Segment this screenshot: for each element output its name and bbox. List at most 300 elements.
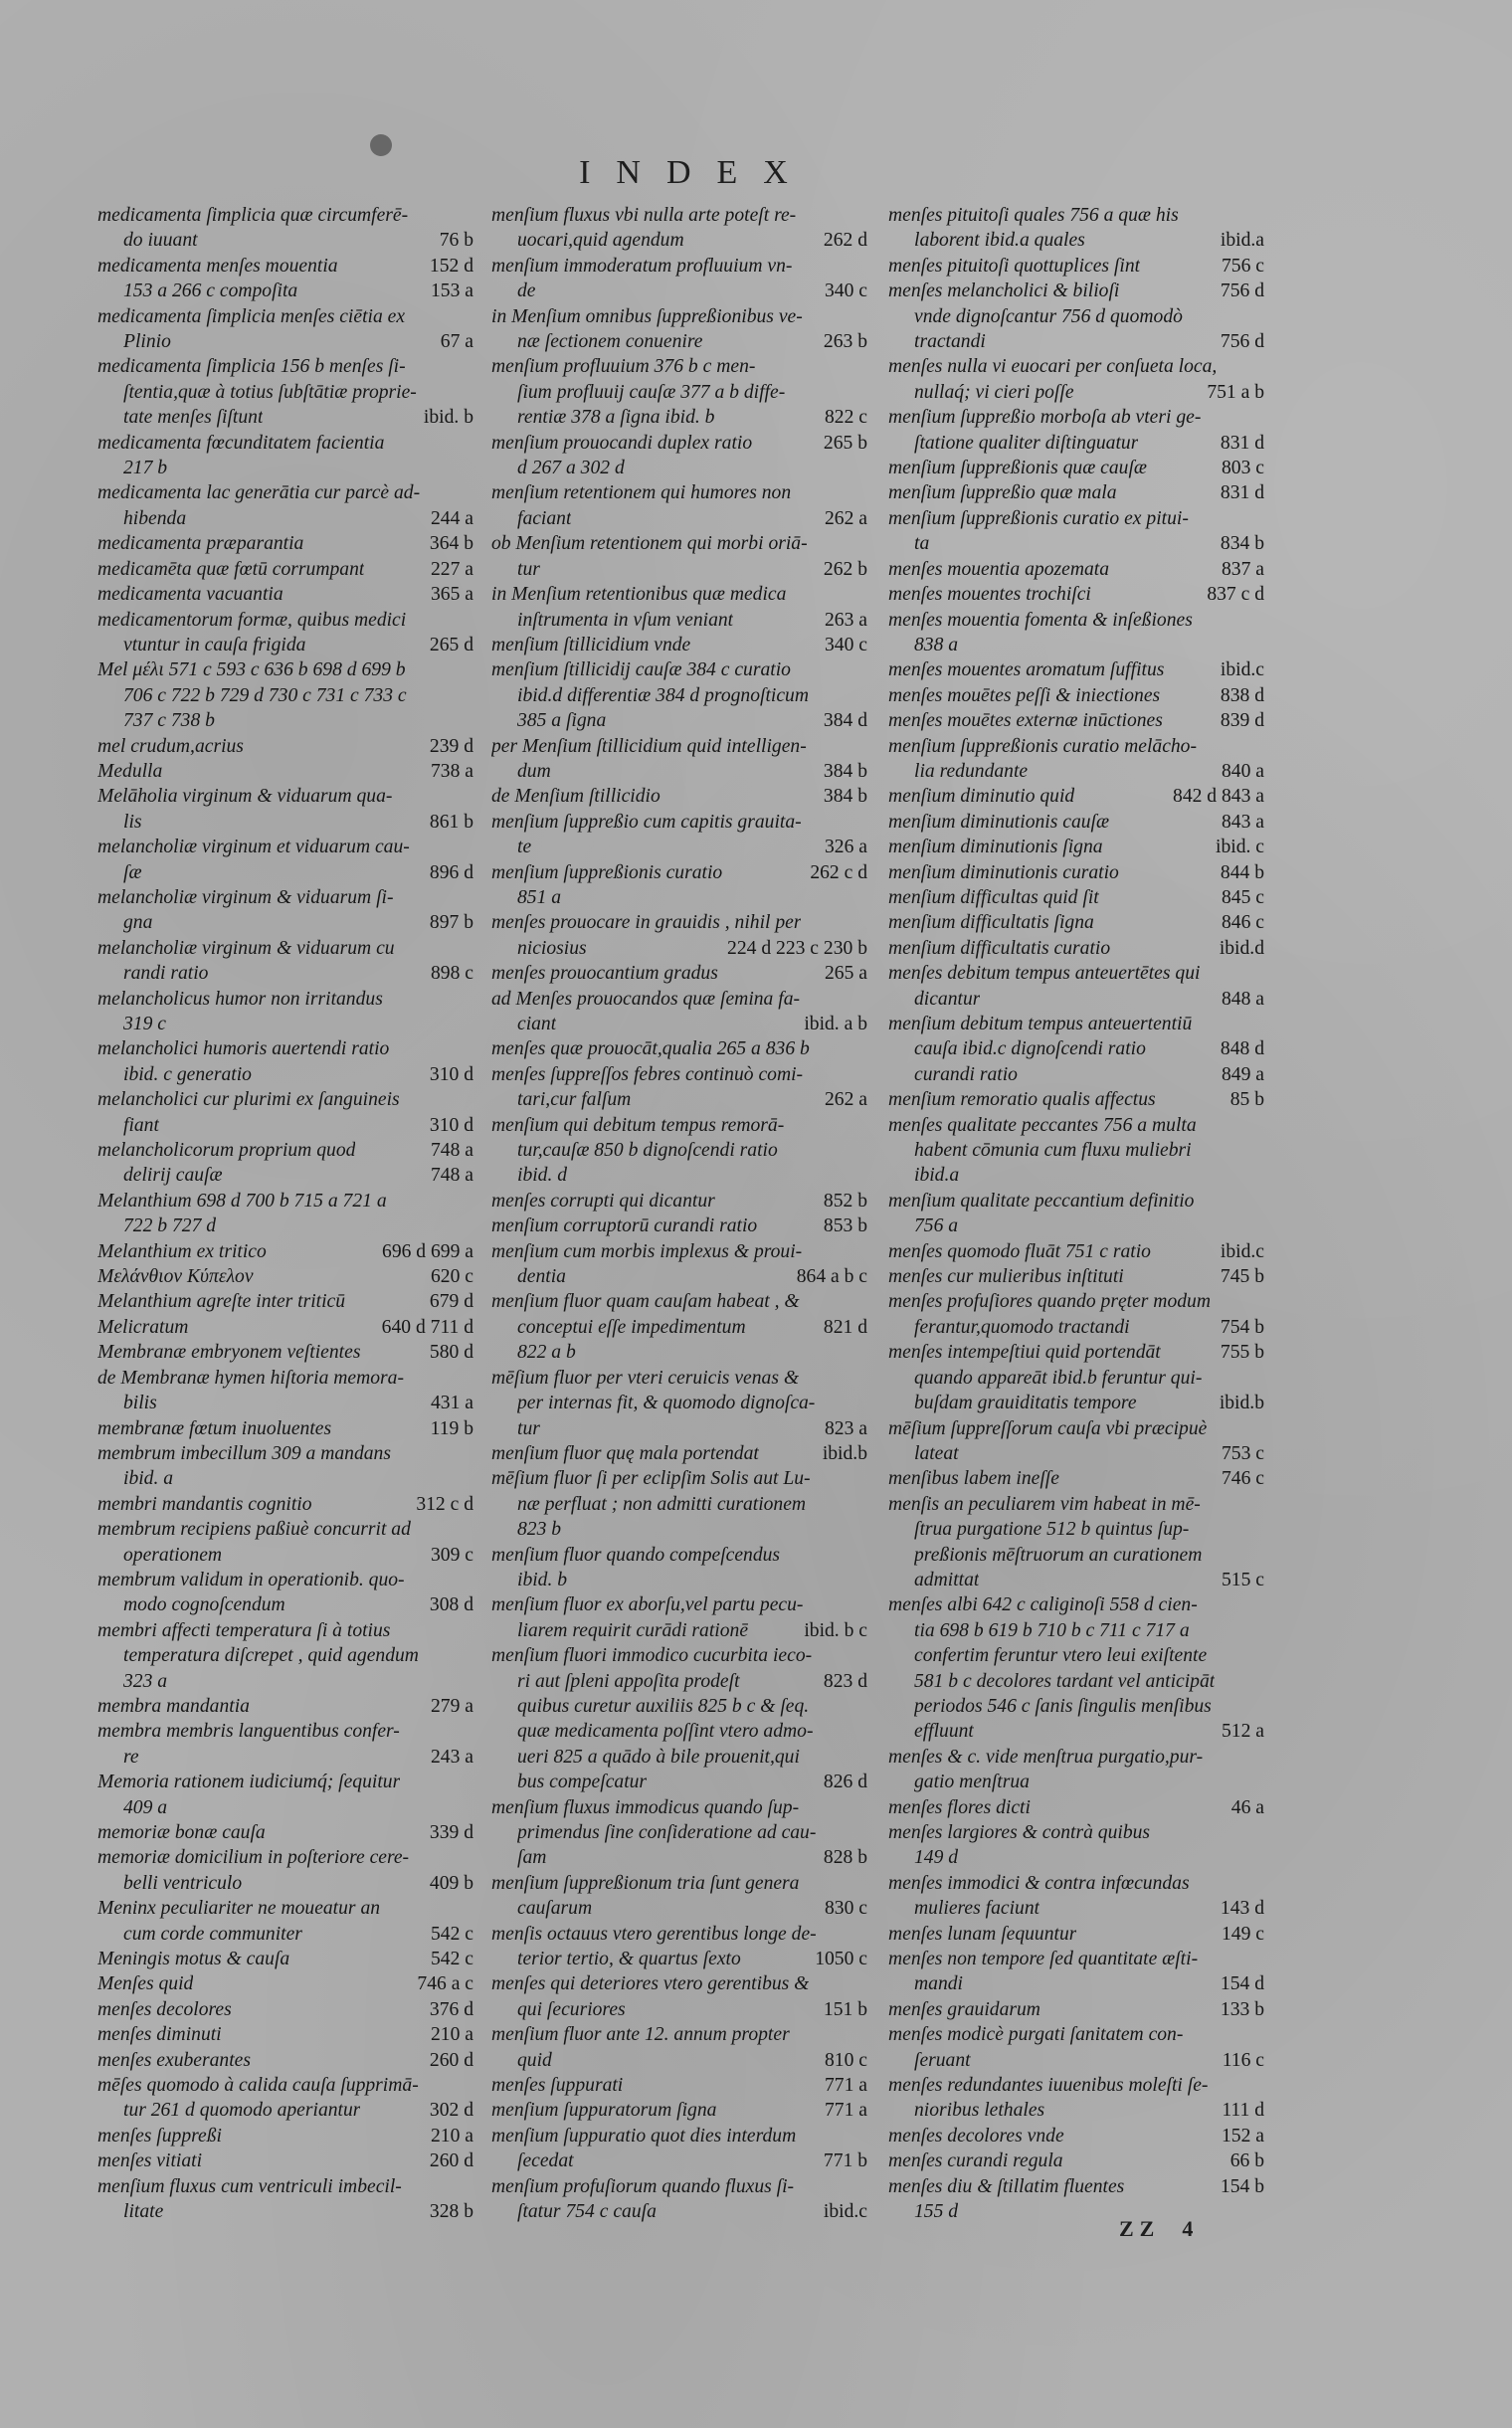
entry-text: d 267 a 302 d xyxy=(517,458,625,479)
index-entry xyxy=(97,203,473,254)
index-entry xyxy=(491,1971,867,2022)
index-entry xyxy=(888,1592,1264,1744)
page-reference xyxy=(466,1896,473,1921)
index-line xyxy=(888,1568,1264,1592)
index-line xyxy=(97,1997,473,2022)
index-line xyxy=(491,228,867,253)
index-entry xyxy=(888,734,1264,785)
entry-text: Mel μέλι 571 c 593 c 636 b 698 d 699 b xyxy=(97,659,406,681)
entry-text: tur xyxy=(517,558,540,580)
index-line xyxy=(491,657,867,682)
page-reference: 842 d 843 a xyxy=(1173,786,1264,808)
index-line xyxy=(888,1087,1264,1112)
index-line xyxy=(888,608,1264,633)
index-entry xyxy=(888,1997,1264,2022)
page-reference: 85 b xyxy=(1229,1089,1264,1111)
index-entry xyxy=(888,885,1264,910)
index-line xyxy=(491,1669,867,1694)
entry-text: 323 a xyxy=(123,1670,168,1692)
entry-text: lis xyxy=(123,811,142,833)
entry-text: quando appareāt ibid.b feruntur qui- xyxy=(914,1367,1203,1389)
index-entry xyxy=(97,1189,473,1239)
page-reference: 751 a b xyxy=(1207,381,1264,403)
entry-text: menſes qui deteriores vtero gerentibus & xyxy=(491,1973,810,1995)
index-entry xyxy=(888,910,1264,935)
index-line xyxy=(888,582,1264,607)
entry-text: vnde dignoſcantur 756 d quomodò xyxy=(914,305,1183,327)
page-reference: 822 c xyxy=(825,407,867,429)
page-reference: 823 d xyxy=(823,1670,867,1692)
page-reference xyxy=(466,608,473,633)
index-line xyxy=(491,1971,867,1996)
index-column-1 xyxy=(97,203,473,2225)
index-line xyxy=(97,1543,473,1568)
index-line xyxy=(97,1820,473,1845)
index-line xyxy=(491,557,867,582)
page-reference xyxy=(859,657,867,682)
entry-text: menſium ſuppuratorum ſigna xyxy=(491,2100,717,2122)
index-entry xyxy=(888,1189,1264,1239)
entry-text: de Menſium ſtillicidio xyxy=(491,786,661,808)
index-line xyxy=(888,228,1264,253)
index-entry xyxy=(491,1062,867,1113)
index-line xyxy=(97,1012,473,1036)
page-reference xyxy=(466,683,473,708)
page-reference: 746 c xyxy=(1222,1468,1264,1490)
index-line xyxy=(888,1340,1264,1365)
index-entry xyxy=(491,657,867,733)
index-line xyxy=(888,1492,1264,1517)
page-reference: 46 a xyxy=(1230,1796,1264,1818)
entry-text: tractandi xyxy=(914,331,986,353)
page-reference: ibid. b xyxy=(423,407,473,429)
page-reference xyxy=(859,987,867,1012)
entry-text: ibid. b xyxy=(517,1569,568,1590)
index-line xyxy=(97,885,473,910)
page-reference xyxy=(466,1036,473,1061)
entry-text: Membranæ embryonem veſtientes xyxy=(97,1342,361,1364)
entry-text: menſium prouocandi duplex ratio xyxy=(491,432,753,454)
index-line xyxy=(888,835,1264,859)
entry-text: menſium diminutio quid xyxy=(888,786,1075,808)
index-entry xyxy=(888,1820,1264,1871)
index-entry xyxy=(97,1568,473,1618)
index-entry xyxy=(888,860,1264,885)
index-line xyxy=(97,1036,473,1061)
page-reference: 852 b xyxy=(823,1190,867,1212)
page-reference xyxy=(859,1138,867,1163)
index-line xyxy=(97,987,473,1012)
entry-text: melancholiæ virginum & viduarum cu xyxy=(97,937,395,959)
index-entry xyxy=(491,1643,867,1794)
index-line xyxy=(491,2199,867,2224)
entry-text: Melicratum xyxy=(97,1316,189,1338)
index-line xyxy=(491,456,867,480)
entry-text: medicamēta quæ fœtū corrumpant xyxy=(97,558,365,580)
index-entry xyxy=(97,1264,473,1289)
page-reference: 738 a xyxy=(431,760,473,782)
index-entry xyxy=(97,582,473,607)
page-reference: 265 d xyxy=(429,634,473,655)
index-line xyxy=(491,1340,867,1365)
page-reference xyxy=(1256,1214,1264,1238)
index-line xyxy=(97,910,473,935)
index-entry xyxy=(888,608,1264,658)
entry-text: te xyxy=(517,837,532,858)
index-line xyxy=(491,1820,867,1845)
entry-text: menſium ſtillicidium vnde xyxy=(491,634,691,655)
index-line xyxy=(491,431,867,456)
page-reference xyxy=(466,480,473,505)
page-reference: 756 d xyxy=(1220,280,1264,302)
entry-text: operationem xyxy=(123,1544,223,1566)
entry-text: in Menſium retentionibus quæ medica xyxy=(491,584,787,606)
entry-text: membranæ fœtum inuoluentes xyxy=(97,1417,332,1439)
entry-text: menſes & c. vide menſtrua purgatio,pur- xyxy=(888,1746,1204,1768)
index-line xyxy=(491,1441,867,1466)
index-line xyxy=(491,1922,867,1947)
entry-text: habent cōmunia cum fluxu muliebri xyxy=(914,1140,1192,1162)
index-entry xyxy=(97,2174,473,2225)
index-line xyxy=(491,2022,867,2047)
index-line xyxy=(97,708,473,733)
entry-text: menſium diminutionis curatio xyxy=(888,861,1119,883)
index-line xyxy=(888,2124,1264,2148)
index-line xyxy=(491,2073,867,2098)
index-line xyxy=(888,1036,1264,1061)
entry-text: rentiæ 378 a ſigna ibid. b xyxy=(517,407,715,429)
entry-text: membra membris languentibus confer- xyxy=(97,1721,400,1743)
page-reference: 515 c xyxy=(1222,1569,1264,1590)
page-reference: 823 a xyxy=(825,1417,867,1439)
index-line xyxy=(97,608,473,633)
index-line xyxy=(888,1669,1264,1694)
page-reference: 580 d xyxy=(429,1342,473,1364)
index-line xyxy=(491,1113,867,1138)
index-entry xyxy=(97,1997,473,2022)
page-reference xyxy=(859,2022,867,2047)
page-reference: 771 b xyxy=(823,2150,867,2172)
entry-text: belli ventriculo xyxy=(123,1872,243,1894)
page-reference xyxy=(466,835,473,859)
entry-text: menſes lunam ſequuntur xyxy=(888,1923,1077,1945)
index-entry xyxy=(888,810,1264,835)
page-reference xyxy=(1256,1163,1264,1188)
page-reference: ibid. c xyxy=(1216,837,1264,858)
page-reference xyxy=(859,1719,867,1744)
page-reference: 340 c xyxy=(825,280,867,302)
entry-text: per Menſium ſtillicidium quid intelligen- xyxy=(491,735,807,757)
entry-text: Meningis motus & cauſa xyxy=(97,1949,290,1970)
page-reference: 263 b xyxy=(823,331,867,353)
page-reference: 263 a xyxy=(825,609,867,631)
index-line xyxy=(888,1012,1264,1036)
page-reference xyxy=(859,1694,867,1719)
index-entry xyxy=(888,657,1264,682)
index-line xyxy=(491,1997,867,2022)
page-reference: 620 c xyxy=(431,1266,473,1288)
index-line xyxy=(888,1719,1264,1744)
entry-text: Medulla xyxy=(97,760,163,782)
index-entry xyxy=(491,1189,867,1214)
page-reference: 831 d xyxy=(1220,432,1264,454)
entry-text: ſtatione qualiter diſtinguatur xyxy=(914,432,1139,454)
entry-text: medicamenta præparantia xyxy=(97,533,304,555)
index-line xyxy=(97,405,473,430)
index-line xyxy=(888,633,1264,657)
page-reference xyxy=(466,657,473,682)
page-reference xyxy=(859,2174,867,2199)
entry-text: medicamenta ſimplicia 156 b menſes ſi- xyxy=(97,356,406,378)
entry-text: membrum imbecillum 309 a mandans xyxy=(97,1442,391,1464)
entry-text: 822 a b xyxy=(517,1342,576,1364)
index-line xyxy=(491,1062,867,1087)
index-line xyxy=(888,759,1264,784)
index-line xyxy=(97,1568,473,1592)
page-title: INDEX xyxy=(579,154,814,191)
index-line xyxy=(888,1416,1264,1441)
page-reference xyxy=(859,1391,867,1415)
index-entry xyxy=(888,1871,1264,1922)
index-line xyxy=(491,860,867,885)
page-reference: 679 d xyxy=(429,1291,473,1313)
index-line xyxy=(888,1315,1264,1340)
index-line xyxy=(888,784,1264,809)
index-entry xyxy=(97,1770,473,1820)
index-entry xyxy=(97,1517,473,1568)
page-reference xyxy=(466,304,473,329)
index-line xyxy=(491,405,867,430)
index-entry xyxy=(888,354,1264,405)
entry-text: menſes pituitoſi quottuplices ſint xyxy=(888,255,1141,277)
entry-text: ſtentia,quæ à totius ſubſtātiæ proprie- xyxy=(123,381,417,403)
entry-text: conceptui eſſe impedimentum xyxy=(517,1316,746,1338)
page-reference: 260 d xyxy=(429,2049,473,2071)
index-line xyxy=(97,1618,473,1643)
index-line xyxy=(491,1568,867,1592)
page-reference xyxy=(859,1543,867,1568)
index-line xyxy=(491,910,867,935)
entry-text: menſis octauus vtero gerentibus longe de- xyxy=(491,1923,817,1945)
index-line xyxy=(491,279,867,303)
index-line xyxy=(888,987,1264,1012)
page-reference xyxy=(859,885,867,910)
index-line xyxy=(888,1517,1264,1542)
page-reference xyxy=(859,1568,867,1592)
entry-text: menſium ſuppreßio quæ mala xyxy=(888,482,1117,504)
index-entry xyxy=(491,354,867,430)
entry-text: niciosius xyxy=(517,937,587,959)
page-reference: 67 a xyxy=(440,331,473,353)
entry-text: membri affecti temperatura ſi à totius xyxy=(97,1619,391,1641)
page-reference: 840 a xyxy=(1222,760,1264,782)
index-entry xyxy=(888,683,1264,708)
entry-text: tari,cur falſum xyxy=(517,1089,632,1111)
entry-text: 722 b 727 d xyxy=(123,1215,217,1237)
entry-text: preßionis mēſtruorum an curationem xyxy=(914,1544,1203,1566)
entry-text: Memoria rationem iudiciumq́; ſequitur xyxy=(97,1772,401,1793)
page-reference xyxy=(466,936,473,961)
index-line xyxy=(491,1214,867,1238)
index-entry xyxy=(491,1922,867,1972)
index-entry xyxy=(888,1492,1264,1593)
entry-text: menſes redundantes iuuenibus moleſti ſe- xyxy=(888,2075,1209,2097)
index-line xyxy=(97,480,473,505)
index-line xyxy=(97,582,473,607)
page-reference xyxy=(466,1517,473,1542)
index-line xyxy=(888,936,1264,961)
index-line xyxy=(888,354,1264,379)
index-entry xyxy=(491,254,867,304)
index-line xyxy=(888,456,1264,480)
index-line xyxy=(491,1036,867,1061)
page-reference xyxy=(466,1214,473,1238)
page-reference xyxy=(1256,1289,1264,1314)
index-entry xyxy=(97,784,473,835)
page-reference: 265 b xyxy=(823,432,867,454)
index-entry xyxy=(97,1492,473,1517)
page-reference xyxy=(1256,1770,1264,1794)
entry-text: confertim feruntur vtero leui exiſtente xyxy=(914,1645,1208,1667)
page-reference: 143 d xyxy=(1220,1898,1264,1920)
index-line xyxy=(888,860,1264,885)
page-reference xyxy=(466,1770,473,1794)
index-line xyxy=(97,1163,473,1188)
entry-text: menſium diminutionis ſigna xyxy=(888,837,1103,858)
index-line xyxy=(888,1947,1264,1971)
entry-text: cauſarum xyxy=(517,1898,593,1920)
index-entry xyxy=(491,1239,867,1290)
page-reference xyxy=(466,1719,473,1744)
index-entry xyxy=(97,304,473,355)
entry-text: delirij cauſæ xyxy=(123,1165,223,1187)
page-reference xyxy=(1256,734,1264,759)
index-entry xyxy=(888,1922,1264,1947)
entry-text: Melāholia virginum & viduarum qua- xyxy=(97,786,393,808)
page-reference: 365 a xyxy=(431,584,473,606)
entry-text: menſes immodici & contra infœcundas xyxy=(888,1872,1190,1894)
index-entry xyxy=(888,1947,1264,1997)
page-reference xyxy=(466,1012,473,1036)
entry-text: tur xyxy=(517,1417,540,1439)
page-reference: 898 c xyxy=(431,963,473,985)
index-line xyxy=(491,506,867,531)
index-entry xyxy=(97,987,473,1037)
page-reference: 149 c xyxy=(1222,1923,1264,1945)
page-reference xyxy=(859,1820,867,1845)
page-reference: 756 c xyxy=(1222,255,1264,277)
page-reference xyxy=(466,1087,473,1112)
entry-text: 737 c 738 b xyxy=(123,710,215,732)
entry-text: gna xyxy=(123,912,153,934)
entry-text: menſes non tempore ſed quantitate æſti- xyxy=(888,1949,1199,1970)
index-line xyxy=(491,1391,867,1415)
index-line xyxy=(491,1795,867,1820)
page-reference xyxy=(859,1062,867,1087)
entry-text: 581 b c decolores tardant vel anticipāt xyxy=(914,1670,1216,1692)
page-reference xyxy=(1256,1871,1264,1896)
index-line xyxy=(888,380,1264,405)
index-line xyxy=(491,1543,867,1568)
entry-text: menſes ſuppurati xyxy=(491,2075,624,2097)
index-line xyxy=(888,1163,1264,1188)
index-entry xyxy=(97,2048,473,2073)
entry-text: menſes diminuti xyxy=(97,2024,222,2046)
entry-text: menſes ſuppreßi xyxy=(97,2125,222,2147)
index-line xyxy=(888,1745,1264,1770)
index-line xyxy=(491,1694,867,1719)
entry-text: inſtrumenta in vſum veniant xyxy=(517,609,734,631)
entry-text: melancholicus humor non irritandus xyxy=(97,988,383,1010)
index-line xyxy=(888,1543,1264,1568)
entry-text: menſes modicè purgati ſanitatem con- xyxy=(888,2024,1184,2046)
entry-text: medicamenta menſes mouentia xyxy=(97,255,338,277)
index-line xyxy=(97,759,473,784)
index-line xyxy=(97,1492,473,1517)
page-reference: 111 d xyxy=(1222,2100,1264,2122)
index-entry xyxy=(888,835,1264,859)
entry-text: de xyxy=(517,280,536,302)
index-line xyxy=(97,1441,473,1466)
page-reference: 340 c xyxy=(825,634,867,655)
index-line xyxy=(491,683,867,708)
index-entry xyxy=(97,531,473,556)
index-line xyxy=(491,254,867,279)
index-line xyxy=(97,1466,473,1491)
index-line xyxy=(888,1239,1264,1264)
page-reference xyxy=(1256,1543,1264,1568)
index-line xyxy=(888,304,1264,329)
index-entry xyxy=(97,1947,473,1971)
page-reference: 224 d 223 c 230 b xyxy=(727,937,867,959)
page-reference: ibid.b xyxy=(822,1442,867,1464)
index-entry xyxy=(888,708,1264,733)
index-line xyxy=(888,2022,1264,2047)
entry-text: menſes pituitoſi quales 756 a quæ his xyxy=(888,205,1179,226)
index-line xyxy=(491,633,867,657)
entry-text: terior tertio, & quartus ſexto xyxy=(517,1949,741,1970)
index-entry xyxy=(888,961,1264,1012)
index-line xyxy=(97,1289,473,1314)
index-line xyxy=(888,557,1264,582)
index-line xyxy=(97,1643,473,1668)
page-reference xyxy=(1256,354,1264,379)
entry-text: do iuuant xyxy=(123,230,198,252)
page-reference: 848 d xyxy=(1220,1038,1264,1060)
index-line xyxy=(97,1264,473,1289)
page-reference: 771 a xyxy=(825,2100,867,2122)
index-line xyxy=(491,708,867,733)
index-entry xyxy=(97,1138,473,1189)
index-line xyxy=(491,1745,867,1770)
entry-text: cum corde communiter xyxy=(123,1923,302,1945)
page-reference: 116 c xyxy=(1222,2049,1264,2071)
index-line xyxy=(97,279,473,303)
index-entry xyxy=(491,810,867,860)
index-line xyxy=(888,2174,1264,2199)
entry-text: menſes mouētes externæ inūctiones xyxy=(888,710,1163,732)
page-reference: 310 d xyxy=(429,1063,473,1085)
index-line xyxy=(97,304,473,329)
page-reference xyxy=(1256,2199,1264,2224)
page-reference xyxy=(859,1340,867,1365)
page-reference: 133 b xyxy=(1220,1998,1264,2020)
entry-text: medicamentorum formæ, quibus medici xyxy=(97,609,407,631)
index-line xyxy=(491,608,867,633)
entry-text: primendus ſine conſideratione ad cau- xyxy=(517,1822,817,1843)
index-line xyxy=(97,1922,473,1947)
entry-text: uocari,quid agendum xyxy=(517,230,684,252)
